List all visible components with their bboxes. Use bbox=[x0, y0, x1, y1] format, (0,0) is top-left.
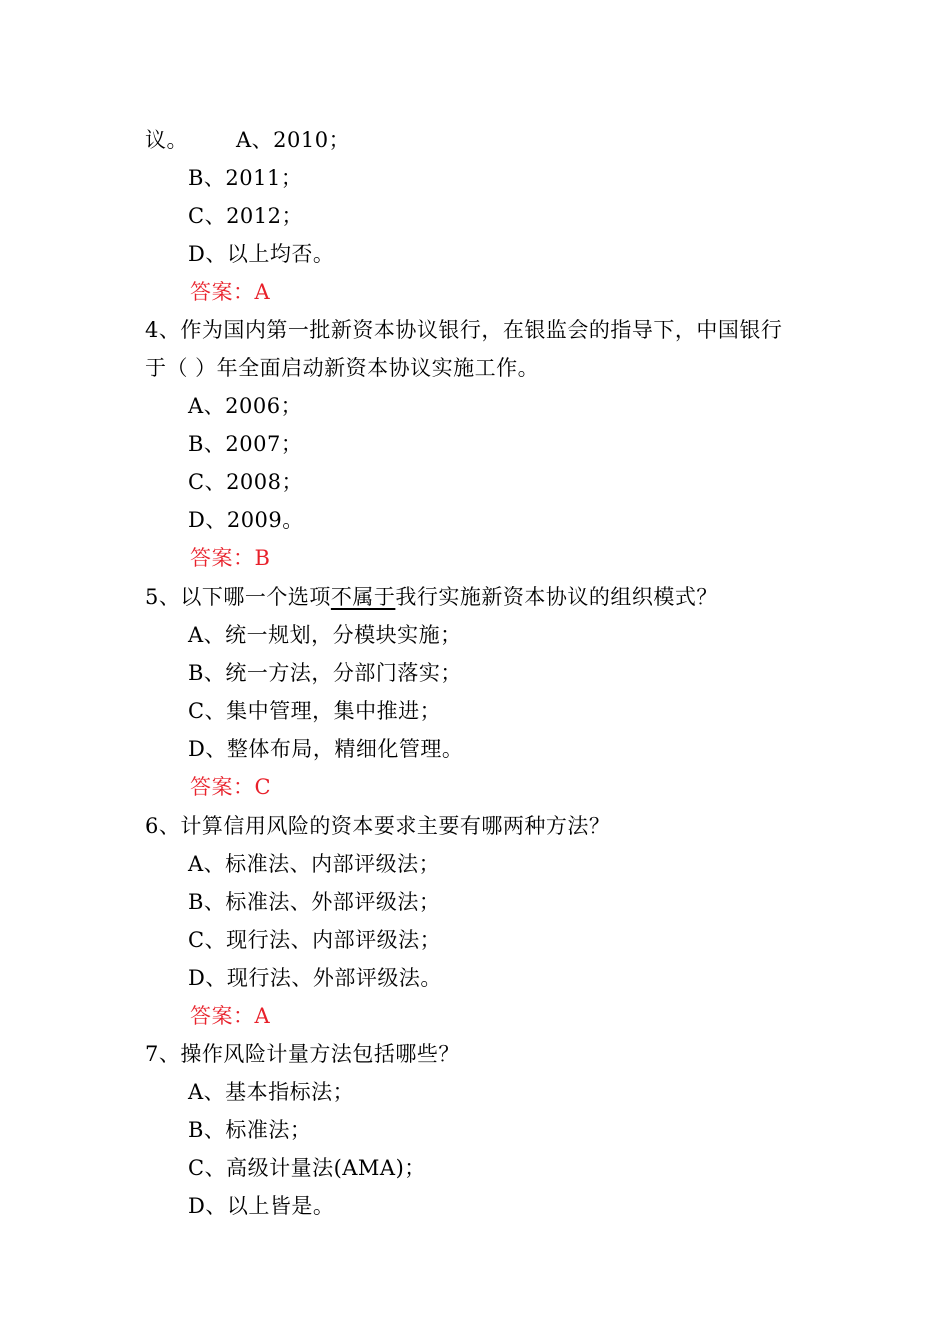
question-6-text: 6、计算信用风险的资本要求主要有哪两种方法？ bbox=[145, 814, 611, 838]
question-7-option-c: C、高级计量法(AMA)； bbox=[188, 1156, 426, 1180]
question-4-option-a: A、2006； bbox=[188, 394, 303, 418]
question-3-option-b: B、2011； bbox=[188, 166, 303, 190]
question-4-answer: 答案：B bbox=[190, 546, 271, 570]
question-5-option-d: D、整体布局，精细化管理。 bbox=[188, 737, 464, 761]
question-7-text: 7、操作风险计量方法包括哪些？ bbox=[145, 1042, 460, 1066]
question-6-option-a: A、标准法、内部评级法； bbox=[188, 852, 441, 876]
question-7-option-b: B、标准法； bbox=[188, 1118, 312, 1142]
question-5-prefix: 5、以下哪一个选项 bbox=[145, 585, 331, 609]
question-5-option-a: A、统一规划，分模块实施； bbox=[188, 623, 462, 647]
question-6-option-c: C、现行法、内部评级法； bbox=[188, 928, 442, 952]
question-3-continuation bbox=[145, 125, 350, 155]
question-4-option-b: B、2007； bbox=[188, 432, 303, 456]
question-3-answer: 答案：A bbox=[190, 280, 271, 304]
question-3-tail-text: 议。 bbox=[145, 128, 188, 152]
question-3-option-d: D、以上均否。 bbox=[188, 242, 335, 266]
question-5-option-c: C、集中管理，集中推进； bbox=[188, 699, 442, 723]
question-7-option-d: D、以上皆是。 bbox=[188, 1194, 335, 1218]
question-4-option-c: C、2008； bbox=[188, 470, 304, 494]
question-6-option-b: B、标准法、外部评级法； bbox=[188, 890, 441, 914]
question-4-text-line-1: 4、作为国内第一批新资本协议银行，在银监会的指导下，中国银行 bbox=[145, 318, 783, 342]
question-5-text bbox=[145, 582, 718, 612]
question-6-option-d: D、现行法、外部评级法。 bbox=[188, 966, 442, 990]
question-5-option-b: B、统一方法，分部门落实； bbox=[188, 661, 462, 685]
question-4-text-line-2: 于（ ）年全面启动新资本协议实施工作。 bbox=[145, 356, 540, 380]
question-5-suffix: 我行实施新资本协议的组织模式？ bbox=[395, 585, 718, 609]
question-3-option-c: C、2012； bbox=[188, 204, 304, 228]
question-5-emphasis: 不属于 bbox=[330, 585, 396, 609]
question-5-answer: 答案：C bbox=[190, 775, 272, 799]
question-3-option-a: A、2010； bbox=[236, 128, 351, 152]
question-6-answer: 答案：A bbox=[190, 1004, 271, 1028]
question-4-option-d: D、2009。 bbox=[188, 508, 304, 532]
question-7-option-a: A、基本指标法； bbox=[188, 1080, 355, 1104]
